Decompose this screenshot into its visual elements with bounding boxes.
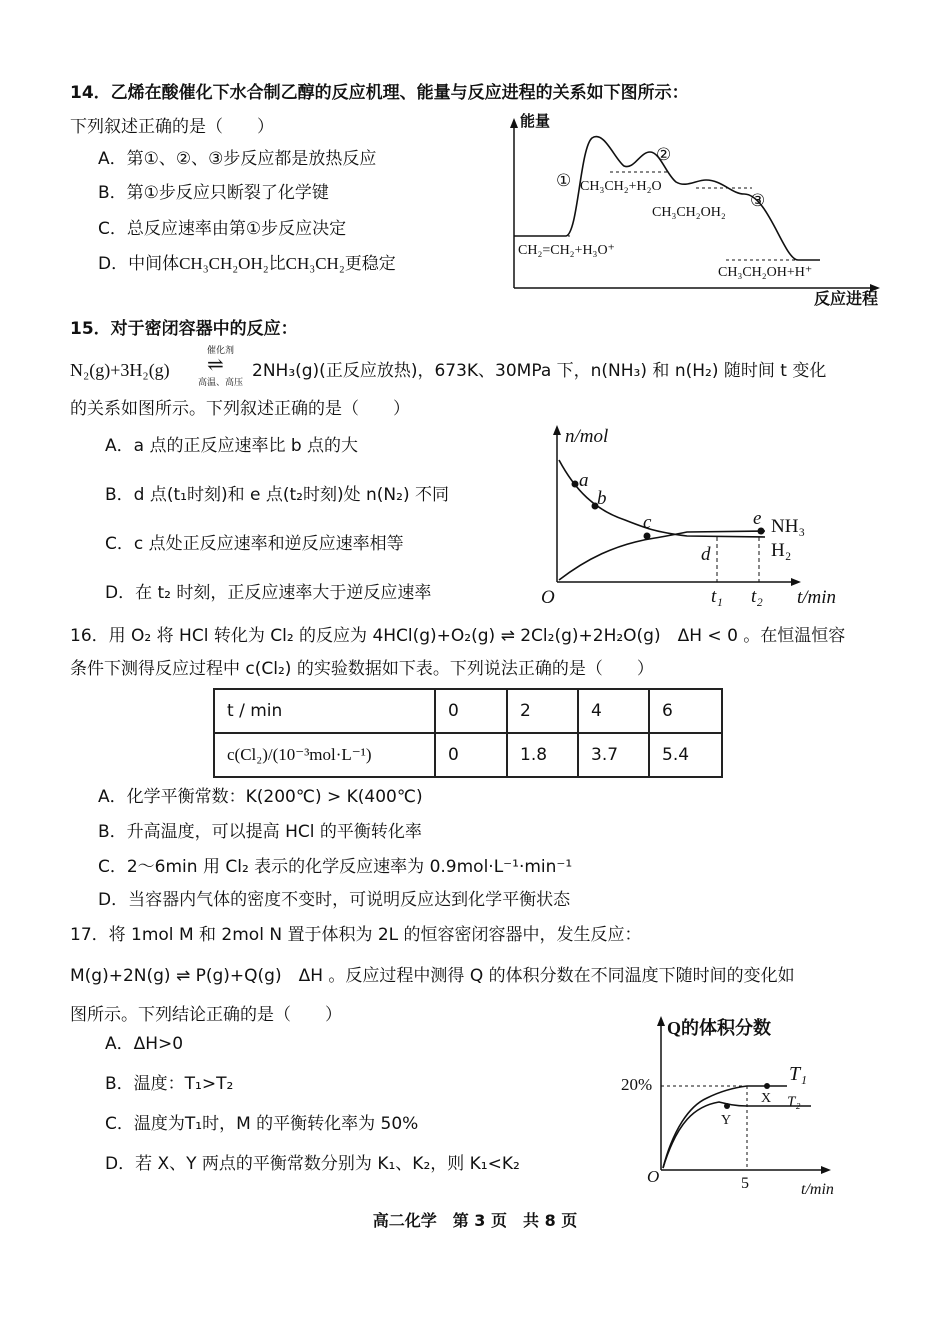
q14-option-d-post: 更稳定 bbox=[344, 254, 396, 274]
q15-t1-label: t₁ bbox=[711, 586, 723, 607]
q17-volume-fraction-graph bbox=[615, 1010, 875, 1200]
q15-equation-right: 2NH₃(g)(正反应放热)，673K、30MPa 下，n(NH₃) 和 n(H₂) 随时间 t 变化 bbox=[252, 361, 827, 381]
q16-line2: 条件下测得反应过程中 c(Cl₂) 的实验数据如下表。下列说法正确的是（ ） bbox=[70, 659, 654, 679]
q17-x-label: t/min bbox=[801, 1181, 834, 1198]
q15-label-a: a bbox=[579, 470, 589, 491]
q15-label-b: b bbox=[597, 488, 607, 509]
page-footer: 高二化学 第 3 页 共 8 页 bbox=[372, 1211, 578, 1230]
q14-option-b[interactable]: B．第①步反应只断裂了化学键 bbox=[98, 183, 329, 203]
q14-prompt: 下列叙述正确的是（ ） bbox=[70, 117, 274, 137]
table-cell: 0 bbox=[435, 689, 507, 733]
q14-reactants-label: CH₂=CH₂+H₃O⁺ bbox=[518, 243, 615, 258]
table-cell: 1.8 bbox=[507, 733, 578, 777]
q14-products-label: CH₃CH₂OH+H⁺ bbox=[718, 265, 813, 280]
q17-line3: 图所示。下列结论正确的是（ ） bbox=[70, 1005, 342, 1025]
q15-h2-curve bbox=[559, 460, 765, 537]
q14-option-d-pre: D．中间体 bbox=[98, 254, 180, 274]
q15-t2-label: t₂ bbox=[751, 586, 763, 607]
q14-y-arrow bbox=[510, 118, 518, 128]
q17-y-arrow bbox=[657, 1016, 665, 1026]
table-cell: 0 bbox=[435, 733, 507, 777]
q14-option-d-formula1: CH₃CH₂OH₂ bbox=[179, 254, 269, 273]
q17-x-arrow bbox=[821, 1166, 831, 1174]
q15-conditions-label: 高温、高压 bbox=[198, 378, 244, 388]
q17-point-y bbox=[724, 1103, 730, 1109]
q15-series-h2: H₂ bbox=[771, 540, 792, 561]
table-row bbox=[214, 733, 722, 777]
q17-ytick-label: 20% bbox=[621, 1075, 653, 1094]
q15-label-c: c bbox=[643, 512, 652, 533]
q15-label-d: d bbox=[701, 544, 711, 565]
q15-option-a[interactable]: A．a 点的正反应速率比 b 点的大 bbox=[105, 436, 359, 456]
q16-option-b[interactable]: B．升高温度，可以提高 HCl 的平衡转化率 bbox=[98, 822, 422, 842]
table-row bbox=[214, 689, 722, 733]
q15-x-label: t/min bbox=[797, 587, 837, 608]
q15-label-e: e bbox=[753, 508, 762, 529]
q15-x-arrow bbox=[791, 578, 801, 586]
q15-y-label: n/mol bbox=[565, 426, 609, 447]
q15-equilibrium-arrow: ⇌ bbox=[207, 354, 224, 376]
q15-option-c[interactable]: C．c 点处正反应速率和逆反应速率相等 bbox=[105, 534, 404, 554]
q15-y-arrow bbox=[553, 425, 561, 435]
q17-origin-label: O bbox=[647, 1167, 660, 1186]
q17-xtick-label: 5 bbox=[741, 1175, 749, 1192]
q14-y-label: 能量 bbox=[520, 114, 551, 130]
q15-origin-label: O bbox=[541, 587, 555, 608]
q14-x-label: 反应进程 bbox=[814, 291, 879, 308]
q15-option-d[interactable]: D．在 t₂ 时刻，正反应速率大于逆反应速率 bbox=[105, 583, 432, 603]
table-cell: t / min bbox=[214, 689, 435, 733]
q15-nh3-curve bbox=[559, 531, 765, 580]
q17-option-a[interactable]: A．ΔH>0 bbox=[105, 1034, 184, 1054]
table-cell: 5.4 bbox=[649, 733, 722, 777]
q14-option-a[interactable]: A．第①、②、③步反应都是放热反应 bbox=[98, 149, 377, 169]
q14-option-d-formula2: CH₃CH₂ bbox=[285, 254, 345, 273]
q17-label-t1: T₁ bbox=[789, 1063, 808, 1085]
q14-option-d[interactable] bbox=[98, 253, 396, 275]
q17-y-label: Q的体积分数 bbox=[667, 1018, 772, 1038]
q17-option-c[interactable]: C．温度为T₁时，M 的平衡转化率为 50% bbox=[105, 1114, 419, 1134]
q15-stem: 15．对于密闭容器中的反应： bbox=[70, 319, 298, 339]
table-cell: 2 bbox=[507, 689, 578, 733]
q14-species1-label: CH₃CH₂+H₂O bbox=[580, 179, 662, 194]
q16-option-d[interactable]: D．当容器内气体的密度不变时，可说明反应达到化学平衡状态 bbox=[98, 890, 571, 910]
q15-amount-graph bbox=[535, 420, 855, 610]
q16-data-table bbox=[213, 688, 723, 778]
q14-stem: 14．乙烯在酸催化下水合制乙醇的反应机理、能量与反应进程的关系如下图所示： bbox=[70, 83, 689, 103]
q17-line1: 17．将 1mol M 和 2mol N 置于体积为 2L 的恒容密闭容器中，发生反应： bbox=[70, 925, 642, 945]
q15-point-c bbox=[644, 533, 651, 540]
q17-line2: M(g)+2N(g) ⇌ P(g)+Q(g) ΔH 。反应过程中测得 Q 的体积分数在不同温度下随时间的变化如 bbox=[70, 966, 795, 986]
q17-label-y: Y bbox=[721, 1113, 732, 1128]
q15-catalyst-label: 催化剂 bbox=[207, 346, 235, 356]
q14-step2-label: ② bbox=[656, 145, 672, 164]
q15-option-b[interactable]: B．d 点(t₁时刻)和 e 点(t₂时刻)处 n(N₂) 不同 bbox=[105, 485, 449, 505]
q14-option-c[interactable]: C．总反应速率由第①步反应决定 bbox=[98, 219, 347, 239]
q15-stem2: 的关系如图所示。下列叙述正确的是（ ） bbox=[70, 399, 410, 419]
table-cell: 4 bbox=[578, 689, 649, 733]
q15-series-nh3: NH₃ bbox=[771, 516, 806, 537]
q14-species2-label: CH₃CH₂OH₂ bbox=[652, 205, 726, 220]
q17-label-x: X bbox=[761, 1091, 772, 1106]
q17-option-b[interactable]: B．温度：T₁>T₂ bbox=[105, 1074, 234, 1094]
q16-line1: 16．用 O₂ 将 HCl 转化为 Cl₂ 的反应为 4HCl(g)+O₂(g) ⇌ 2Cl₂(g)+2H₂O(g) ΔH < 0 。在恒温恒容 bbox=[70, 626, 846, 646]
table-cell: c(Cl₂)/(10⁻³mol·L⁻¹) bbox=[214, 733, 435, 777]
q14-energy-diagram bbox=[500, 108, 900, 308]
q14-step3-label: ③ bbox=[750, 191, 766, 210]
q17-point-x bbox=[764, 1083, 770, 1089]
q14-option-d-mid: 比 bbox=[268, 254, 286, 274]
q16-option-c[interactable]: C．2～6min 用 Cl₂ 表示的化学反应速率为 0.9mol·L⁻¹·min⁻¹ bbox=[98, 857, 573, 877]
q17-label-t2: T₂ bbox=[787, 1094, 801, 1110]
q17-t2-curve bbox=[663, 1102, 811, 1168]
q17-option-d[interactable]: D．若 X、Y 两点的平衡常数分别为 K₁、K₂，则 K₁<K₂ bbox=[105, 1154, 520, 1174]
q14-step1-label: ① bbox=[556, 171, 572, 190]
q16-option-a[interactable]: A．化学平衡常数：K(200℃) > K(400℃) bbox=[98, 787, 423, 807]
table-cell: 3.7 bbox=[578, 733, 649, 777]
q15-point-a bbox=[572, 481, 579, 488]
table-cell: 6 bbox=[649, 689, 722, 733]
q15-equation-left: N₂(g)+3H₂(g) bbox=[70, 360, 170, 380]
